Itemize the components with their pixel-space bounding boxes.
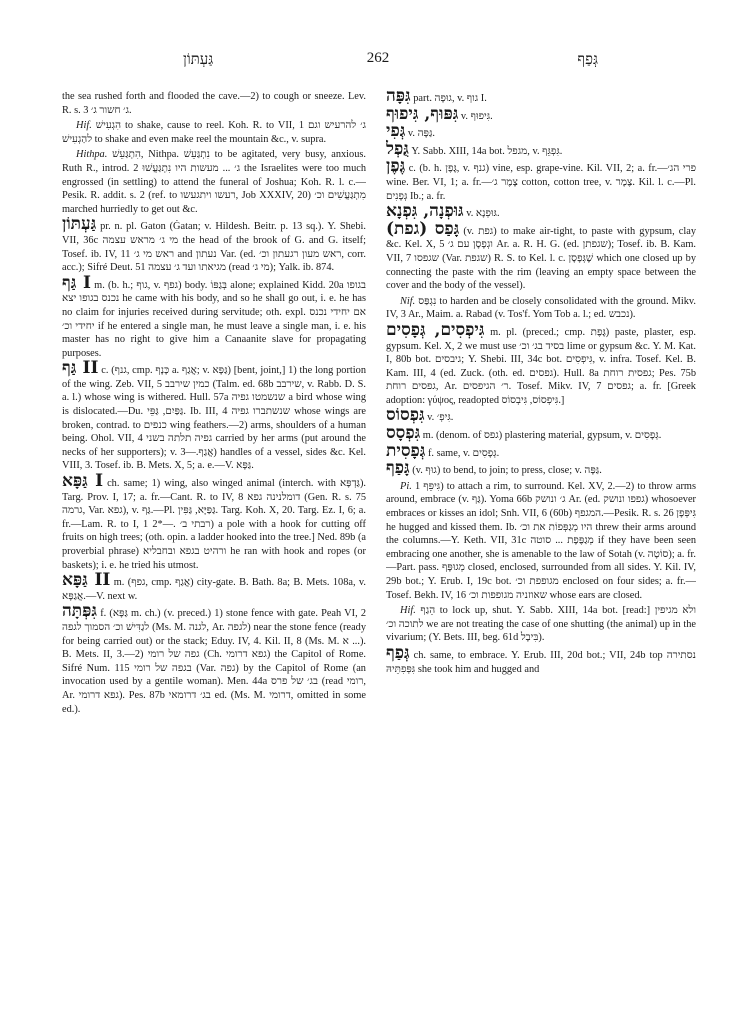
subentry-definition: הִגְעִישׁ to shake, cause to reel. Koh. R. to VII, 1 ג׳ להרעיש וגם להַגְעִישׁ to shake and even make reel the mountain &c., v. supra. — [62, 120, 366, 145]
subentry — [62, 148, 366, 216]
running-head-right: גְּפַף — [577, 52, 598, 68]
dictionary-entry — [386, 121, 696, 142]
entry-definition: f. (גַּפָּא m. ch.) (v. preced.) 1) stone fence with gate. Peah VI, 2 לגַדִּישׁ וכ׳ הסמוך לגפה (Ms. M. לגנה, Ar. לגפה) near the stone fence (ready for being carried out) or the stack; Eduy. IV, 4. Kil. II, 8 (Ms. M. א ...). B. Mets. II, 3.—2) גפה של רומי (Ch. גפא דרומי) the Capitol of Rome. Sifré Num. 115 בגפה של רומי (Var. גפה) by the Capitol of Rome (an invocation used by a gentile woman). Men. 44a בג׳ של פרס (read רומי, Ar. גפא דרומי). Pes. 87b בג׳ דרומאי ed. (Ms. M. דרומי, omitted in some ed.). — [62, 608, 366, 715]
subentry — [386, 295, 696, 322]
subentry-label: Hif. — [400, 605, 416, 617]
subentry-definition: גִּיפֵּף 1) to attach a rim, to surround. Kel. XV, 2.—2) to throw arms around, embrace (v. גַּף). Yoma 66b ג׳ ונושק Ar. (ed. גפפו ונושק) whosoever embraces or kisses an idol; Snh. VII, 6 (60b) המגפף.—Pesik. R. s. 26 גִּיפְּפָן he hugged and kissed them. Ib. היו מְגַפְּפוֹת את וכ׳ threw their arms around the columns.—Y. Keth. VII, 31c מְגַפֶּפֶת ... סוטה if they have been seen embracing one another, she is amenable to the law of Sotah (v. סוֹטָה); a. fr.—Part. pass. מְגוּפָּף closed, enclosed, surrounded from all sides. Y. Kil. IV, 29b bot.; Y. Erub. I, 19c bot. מגופפת וכ׳ enclosed on four sides; a. fr.—Tosef. Bekh. IV, 16 שאוזניה מגופפות וכ׳ whose ears are closed. — [386, 480, 696, 601]
running-head-left: גַּעְתּוֹן — [183, 52, 214, 68]
subentry-definition: הִתְגַּעֵשׁ, Nithpa. נִתְגַּעֵשׁ to be agitated, very busy, anxious. Ruth R., introd. 2 ג׳ ... מעשות היו נִתְגַּעֲשׁוּ the Israelites were too much engrossed (in settling) to attend the funeral of Joshua; Koh. R. l. c.—Pesik. R. addit. s. 2 (ref. to רעשו ויתגעשו, Job XXXIV, 20) מִתְגַּעֲשִׁים וכ׳ marched hurriedly to get out &c. — [62, 149, 366, 215]
running-head — [58, 50, 698, 72]
entry-headword: גִּפּוּף, גִּיפוּף — [386, 103, 459, 124]
entry-definition: part. גוּפָה, v. גוף I. — [413, 93, 487, 104]
dictionary-entry — [62, 570, 366, 603]
entry-definition: c. (b. h. גֶּפֶן, v. גנף) vine, esp. grape-vine. Kil. VII, 2; a. fr.—פרי הג׳ wine. Ber. VI, 1; a. fr.—צֶמֶר ג׳ cotton, cotton tree, v. צֶמֶר. Kil. l. c.—Pl. גְּפָנִים Ib.; a. fr. — [386, 163, 696, 202]
dictionary-entry — [386, 423, 696, 444]
entry-headword: גֶּפֶן — [386, 156, 406, 177]
entry-headword: גַּפָּא II — [62, 570, 111, 591]
entry-headword: גֻּפְל — [386, 138, 409, 159]
entry-headword: גּוּפְנָה, גִּפְנָא — [386, 201, 464, 222]
entry-definition: f. same, v. גְּפָסִים. — [427, 447, 500, 459]
dictionary-entry — [62, 272, 366, 361]
dictionary-entry — [62, 601, 366, 716]
dictionary-entry — [386, 156, 696, 203]
entry-definition: pr. n. pl. Gaton (Ġatan; v. Hildesh. Beitr. p. 13 sq.). Y. Shebi. VII, 36c מי ג׳ מראש עצמה the head of the brook of G. and G. itself; Tosef. ib. IV, 11 ראש מי ג׳ and נעתון Var. (ed. ראש מעון רגעתון וכ׳, corr. acc.); Sifré Deut. 51 מגיאתו ועד ג׳ עצמה (read מי ג׳); Yalk. ib. 874. — [62, 221, 366, 274]
dictionary-entry — [386, 458, 696, 479]
dictionary-entry — [62, 358, 366, 473]
subentry-label: Pi. — [400, 480, 412, 492]
entry-definition: ch. same; 1) wing, also winged animal (interch. with גַּדְפָּא). Targ. Prov. I, 17; a. fr.—Cant. R. to IV, 8 דומלנינה גפא (Gen. R. s. 75 גרמה, Var. גפא), v. גַּף.—Pl. גַּפַּיָּא, גַּפִּין. Targ. Koh. X, 20. Targ. Ez. I, 6; a. fr.—Lam. R. to I, 1 רבתי ב׳ .—*2) a pole with a hook for cutting off fruits on high trees; (oth. opin. a ladder hooked into the tree.] Ned. 89b (a proverbial phrase) ורהיט בגפא ובחבליא he ran with hook and ropes (or baskets); i. e. he tried his utmost. — [62, 478, 366, 571]
subentry — [386, 604, 696, 645]
entry-definition: m. (b. h.; גוף, v. גפף) body. בְּגַפּוֹ alone; explained Kidd. 20a בגופו נכנס בגופו יצא he came with his body, and so he shall go out, i. e. he has no claim for injuries received during servitude; oth. expl. אם יחידי נכנס יחידי וכ׳ if he entered a single man, he must leave a single man, i. e. his master has no right to give him a Canaanite slave for propagating purposes. — [62, 279, 366, 359]
right-column — [386, 90, 696, 995]
dictionary-entry — [62, 214, 366, 274]
continued-paragraph: the sea rushed forth and flooded the cave.—2) to cough or sneeze. Lev. R. s. 3 ג׳ חשור ג׳. — [62, 91, 366, 116]
entry-definition: (v. גוּף) to bend, to join; to press, close; v. גַּפָּה. — [412, 465, 602, 477]
dictionary-entry — [386, 642, 696, 676]
dictionary-entry — [386, 103, 696, 124]
entry-headword: גִּפְסָס — [386, 423, 421, 444]
entry-headword: גַּפָּא I — [62, 471, 104, 492]
subentry-definition: נִגְפַּס to harden and be closely consolidated with the ground. Mikv. IV, 3 Ar., Maim. a. Rabad (v. Tos'f. Yom Tob a. l.; ed. נכבש). — [386, 295, 696, 321]
dictionary-entry — [62, 471, 366, 572]
entry-definition: v. גַּפָּה. — [407, 128, 435, 140]
entry-definition: ch. same, to embrace. Y. Erub. III, 20d bot.; VII, 24b top נסתירה גִּפְּפִתֵּיהּ she took him and hugged and — [386, 649, 696, 675]
entry-definition: v. גּוּפְנָא. — [466, 208, 500, 220]
dictionary-entry — [386, 319, 696, 408]
dictionary-entry — [386, 440, 696, 461]
subentry-definition: הֵגַף to lock up, shut. Y. Sabb. XIII, 14a bot. [read:] ולא מגיפין לתוכה וכ׳ we are not treating the case of one shutting (the animal) up in the vivarium; (Y. Bets. III, beg. 61d בִּיבָל). — [386, 605, 696, 644]
subentry — [386, 480, 696, 602]
entry-headword: גִּפְּתָּה — [62, 601, 98, 622]
dictionary-entry — [386, 138, 696, 159]
subentry — [62, 119, 366, 146]
subentry-label: Hithpa. — [76, 149, 108, 161]
entry-definition: v. גִּיפְ׳. — [427, 412, 454, 424]
dictionary-entry — [386, 218, 696, 293]
entry-headword: גַּף I — [62, 272, 91, 293]
entry-headword: גִּפָּה — [386, 90, 411, 106]
left-column — [62, 90, 366, 995]
entry-definition: v. גִּיפוּף. — [460, 110, 493, 122]
entry-headword: גָּפַס (גפת) — [386, 218, 460, 239]
entry-definition: m. (גפף, cmp. אֲגַף) city-gate. B. Bath. 8a; B. Mets. 108a, v. אֲגַפָּא.—V. next w. — [62, 577, 366, 602]
entry-headword: גְּפַף — [386, 642, 410, 663]
entry-headword: גַּעְתּוֹן — [62, 214, 97, 235]
entry-headword: גִּיפְסִים, גְּפָסִים — [386, 319, 485, 340]
entry-headword: גִּפְסוֹס — [386, 405, 425, 426]
subentry-label: Nif. — [400, 295, 416, 307]
entry-definition: (v. גפת) to make air-tight, to paste with gypsum, clay &c. Kel. X, 5 וגְפָסָן עם ג׳ Ar. a. R. H. G. (ed. שגפתן); Tosef. ib. B. Kam. VII, 7 שגפסו (Var. שגפת) R. S. to Kel. l. c. שֶׁגְּפָסָן which one closed up by connecting the paste with the rim (leaving an empty space between the cover and the body of the vessel). — [386, 225, 696, 292]
dictionary-entry — [386, 405, 696, 426]
entry-headword: גַּף II — [62, 358, 99, 379]
page-number: 262 — [366, 50, 390, 66]
entry-headword: גְּפִי — [386, 121, 406, 142]
entry-headword: גְּפָסִית — [386, 440, 426, 461]
entry-headword: גָּפַף — [386, 458, 410, 479]
subentry-label: Hif. — [76, 120, 92, 132]
entry-definition: Y. Sabb. XIII, 14a bot. מגפל, v. גִּפְגֵּף. — [411, 145, 563, 157]
entry-definition: c. (גנף, cmp. כָּנָף a. אֲגַף; v. גַּפָּא) [bent, joint,] 1) the long portion of the wing. Zeb. VII, 5 כמין שירבב (Talm. ed. 68b שירבב, v. Rabb. D. S. a. l.) whose wing is withered. Hull. 57a שנשמטו גפיה a bird whose wing is dislocated.—Du. גַּפַּיִם, גַּפֵּי. Ib. III, 4 שנשתברו גפיה whose wings are broken, contrad. to כנפים wing feathers.—2) arms, shoulders of a human being. Ohol. VII, 4 גפיה תלתה בשני carried by her arms (put around the necks of her supporters); v. אֲגַף.—3) handles of a vessel, sides &c. Kel. VIII, 3. Tosef. ib. B. Mets. X, 5; a. e.—V. גַּפָּא. — [62, 365, 366, 472]
entry-definition: m. pl. (preced.; cmp. גֶּפֶת) paste, plaster, esp. gypsum. Kel. X, 2 we must use בסיד בג׳ וכ׳ lime or gypsum &c. Y. M. Kat. I, 80b bot. גיבסים; Y. Shebi. III, 34c bot. גִּיפְסִים, v. infra. Tosef. Kel. B. Kam. III, 4 (ed. Zuck. (oth. ed. גפסים). Hull. 8a גפסית רוחת; Pes. 75b גפסים רוחת, Ar. ר׳ הגיפסים. Tosef. Mikv. IV, 7 גפסים; a. fr. [Greek adoption: γύψος, readopted גִּיפְסוֹס, גִּיבְסוֹס.] — [386, 326, 696, 406]
entry-definition: m. (denom. of גפס) plastering material, gypsum, v. גְּפָסִים. — [422, 430, 662, 442]
